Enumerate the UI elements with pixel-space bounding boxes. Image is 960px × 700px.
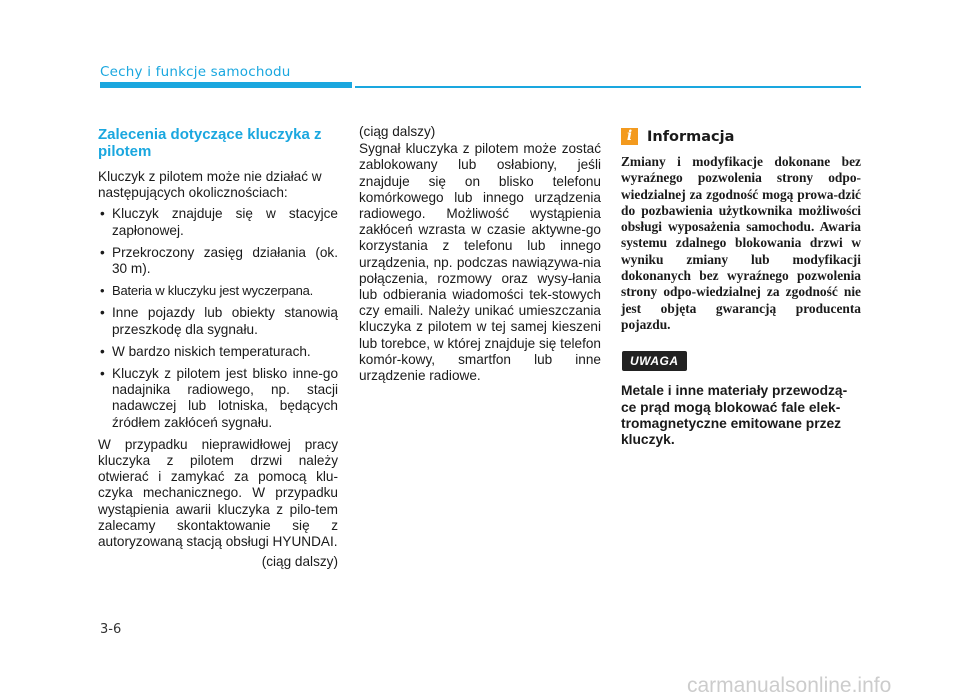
- list-item: • Bateria w kluczyku jest wyczerpana.: [98, 283, 338, 299]
- header-bar-thin: [355, 86, 861, 88]
- list-item: • Przekroczony zasięg działania (ok. 30 m).: [98, 245, 338, 277]
- body-paragraph: W przypadku nieprawidłowej pracy kluczyka z pilotem drzwi należy otwierać i zamykać za pomocą klu-czyka mechanicznego. W przypadku wystąpienia awarii kluczyka z pilo-tem zalecamy skontaktowanie się z autoryzowaną stacją obsługi HYUNDAI.: [98, 436, 338, 550]
- column-1: [98, 126, 338, 570]
- list-item: • Kluczyk z pilotem jest blisko inne-go nadajnika radiowego, np. stacji nadawczej lub lotniska, będących źródłem zakłóceń sygnału.: [98, 366, 338, 431]
- list-item: • Inne pojazdy lub obiekty stanowią przeszkodę dla sygnału.: [98, 305, 338, 337]
- page-number: 3-6: [100, 622, 122, 637]
- header-bar-thick: [100, 82, 352, 88]
- info-icon: i: [621, 128, 638, 145]
- intro-text: Kluczyk z pilotem może nie działać w następujących okolicznościach:: [98, 169, 322, 201]
- watermark: carmanualsonline.info: [687, 674, 892, 697]
- list-item: • W bardzo niskich temperaturach.: [98, 344, 338, 360]
- section-title: Zalecenia dotyczące kluczyka z pilotem: [98, 126, 322, 160]
- continued-label: (ciąg dalszy): [359, 124, 436, 139]
- body-paragraph: Sygnał kluczyka z pilotem może zostać zablokowany lub osłabiony, jeśli znajduje się on blisko telefonu komórkowego lub innego urządzenia radiowego. Możliwość wystąpienia zakłóceń wzrasta w czasie aktywne-go korzystania z telefonu lub innego urządzenia, np. podczas nawiązywa-nia połączenia, rozmowy oraz wysy-łania lub odbierania wiadomości tek-stowych czy emaili. Należy unikać umieszczania kluczyka z pilotem w tej samej kieszeni lub torebce, w której znajduje się telefon komór-kowy, smartfon lub inne urządzenie radiowe.: [359, 141, 601, 384]
- info-header: [621, 128, 861, 145]
- info-body: Zmiany i modyfikacje dokonane bez wyraźnego pozwolenia strony odpo-wiedzialnej za zgodność mogą prowa-dzić do pozbawienia użytkownika możliwości obsługi wyposażenia samochodu. Awaria systemu zdalnego blokowania drzwi w wyniku zmiany lub modyfikacji dokonanych bez wyraźnego pozwolenia strony odpo-wiedzialnej za zgodność nie jest objęta gwarancją producenta pojazdu.: [621, 154, 861, 332]
- column-3: [621, 128, 861, 448]
- continued-label: (ciąg dalszy): [261, 554, 338, 570]
- warning-body: Metale i inne materiały przewodzą-ce prąd mogą blokować fale elek-tromagnetyczne emitowane przez kluczyk.: [621, 383, 848, 448]
- list-item: • Kluczyk znajduje się w stacyjce zapłonowej.: [98, 206, 338, 238]
- header-title: Cechy i funkcje samochodu: [100, 64, 291, 80]
- info-title: Informacja: [647, 128, 735, 145]
- warning-badge: UWAGA: [622, 351, 687, 371]
- column-2: [359, 124, 601, 384]
- bullet-list: [98, 206, 338, 430]
